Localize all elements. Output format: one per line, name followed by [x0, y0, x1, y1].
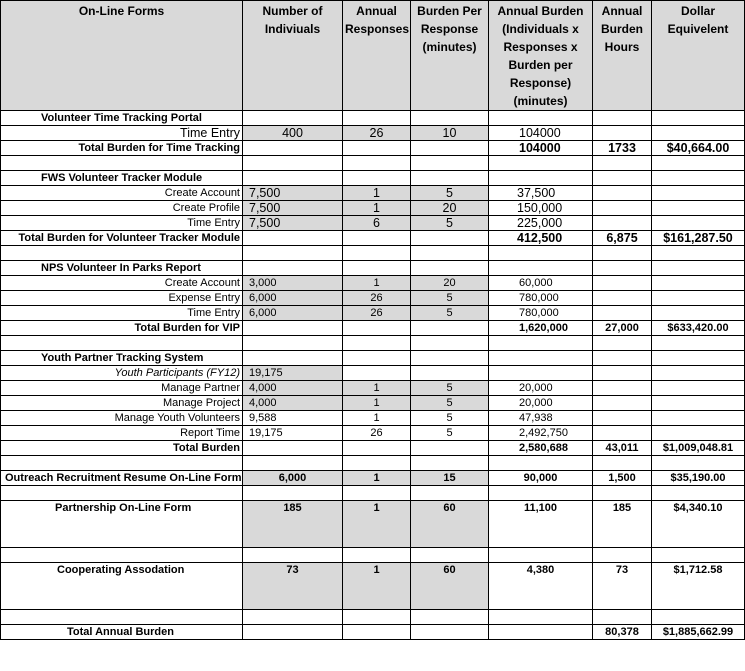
total-annual: 2,580,688 — [489, 441, 593, 456]
table-row — [1, 126, 745, 141]
row-label: Manage Project — [1, 396, 243, 411]
table-row — [1, 216, 745, 231]
section-title: Youth Partner Tracking System — [1, 351, 243, 366]
responses-cell: 1 — [343, 201, 411, 216]
table-row — [1, 366, 745, 381]
individuals-cell: 6,000 — [243, 306, 343, 321]
annual-cell: 780,000 — [489, 291, 593, 306]
total-row — [1, 441, 745, 456]
row-label: Manage Partner — [1, 381, 243, 396]
burden-cell: 5 — [411, 381, 489, 396]
row-label: Time Entry — [1, 216, 243, 231]
total-label: Total Burden — [1, 441, 243, 456]
form-row-outreach — [1, 471, 745, 486]
total-dollar: $1,009,048.81 — [652, 441, 745, 456]
burden-cell: 20 — [411, 276, 489, 291]
individuals-cell: 3,000 — [243, 276, 343, 291]
section-title: Volunteer Time Tracking Portal — [1, 111, 243, 126]
row-label: Outreach Recruitment Resume On-Line Form — [1, 471, 243, 486]
total-dollar: $633,420.00 — [652, 321, 745, 336]
individuals-cell: 6,000 — [243, 291, 343, 306]
row-label: Create Account — [1, 276, 243, 291]
dollar-cell: $1,712.58 — [652, 563, 745, 610]
table-row — [1, 411, 745, 426]
responses-cell: 1 — [343, 471, 411, 486]
total-row — [1, 321, 745, 336]
individuals-cell: 73 — [243, 563, 343, 610]
hours-cell: 73 — [593, 563, 652, 610]
row-label: Time Entry — [1, 126, 243, 141]
section-title-row — [1, 111, 745, 126]
individuals-cell: 4,000 — [243, 396, 343, 411]
section-title-row — [1, 261, 745, 276]
spacer-row — [1, 610, 745, 625]
row-label: Time Entry — [1, 306, 243, 321]
grand-total-hours: 80,378 — [593, 625, 652, 640]
annual-cell: 90,000 — [489, 471, 593, 486]
form-row-cooperating — [1, 563, 745, 610]
responses-cell: 26 — [343, 306, 411, 321]
header-forms: On-Line Forms — [1, 1, 243, 111]
row-label: Create Profile — [1, 201, 243, 216]
burden-cell: 5 — [411, 186, 489, 201]
dollar-cell: $4,340.10 — [652, 501, 745, 548]
burden-cell: 60 — [411, 563, 489, 610]
total-row — [1, 141, 745, 156]
hours-cell: 185 — [593, 501, 652, 548]
burden-cell: 5 — [411, 396, 489, 411]
total-row — [1, 231, 745, 246]
dollar-cell: $35,190.00 — [652, 471, 745, 486]
row-label: Cooperating Assodation — [1, 563, 243, 610]
annual-cell: 2,492,750 — [489, 426, 593, 441]
row-label: Manage Youth Volunteers — [1, 411, 243, 426]
spacer-row — [1, 246, 745, 261]
header-row — [1, 1, 745, 111]
annual-cell: 4,380 — [489, 563, 593, 610]
section-title: FWS Volunteer Tracker Module — [1, 171, 243, 186]
individuals-cell: 6,000 — [243, 471, 343, 486]
individuals-cell: 185 — [243, 501, 343, 548]
header-responses: Annual Responses — [343, 1, 411, 111]
total-annual: 104000 — [489, 141, 593, 156]
individuals-cell: 7,500 — [243, 201, 343, 216]
total-label: Total Burden for Time Tracking — [1, 141, 243, 156]
spacer-row — [1, 156, 745, 171]
total-dollar: $40,664.00 — [652, 141, 745, 156]
table-row — [1, 426, 745, 441]
responses-cell: 1 — [343, 411, 411, 426]
table-row — [1, 381, 745, 396]
spacer-row — [1, 486, 745, 501]
annual-cell: 225,000 — [489, 216, 593, 231]
header-annual-burden: Annual Burden (Individuals x Responses x Burden per Response) (minutes) — [489, 1, 593, 111]
individuals-cell: 4,000 — [243, 381, 343, 396]
grand-total-label: Total Annual Burden — [1, 625, 243, 640]
annual-cell: 780,000 — [489, 306, 593, 321]
responses-cell: 1 — [343, 563, 411, 610]
grand-total-row — [1, 625, 745, 640]
table-row — [1, 201, 745, 216]
hours-cell: 1,500 — [593, 471, 652, 486]
row-label: Create Account — [1, 186, 243, 201]
annual-cell: 11,100 — [489, 501, 593, 548]
responses-cell: 6 — [343, 216, 411, 231]
burden-cell: 5 — [411, 291, 489, 306]
annual-cell: 60,000 — [489, 276, 593, 291]
responses-cell: 26 — [343, 426, 411, 441]
total-label: Total Burden for VIP — [1, 321, 243, 336]
row-label: Partnership On-Line Form — [1, 501, 243, 548]
table-row — [1, 291, 745, 306]
burden-cell: 5 — [411, 216, 489, 231]
total-hours: 43,011 — [593, 441, 652, 456]
total-annual: 1,620,000 — [489, 321, 593, 336]
annual-cell: 37,500 — [489, 186, 593, 201]
table-row — [1, 306, 745, 321]
table-row — [1, 276, 745, 291]
header-burden-per-response: Burden Per Response (minutes) — [411, 1, 489, 111]
header-dollar: Dollar Equivelent — [652, 1, 745, 111]
individuals-cell: 7,500 — [243, 186, 343, 201]
total-hours: 1733 — [593, 141, 652, 156]
annual-cell: 20,000 — [489, 381, 593, 396]
total-annual: 412,500 — [489, 231, 593, 246]
responses-cell: 1 — [343, 381, 411, 396]
section-title-row — [1, 171, 745, 186]
section-title: NPS Volunteer In Parks Report — [1, 261, 243, 276]
burden-cell: 5 — [411, 306, 489, 321]
individuals-cell: 400 — [243, 126, 343, 141]
individuals-cell: 9,588 — [243, 411, 343, 426]
header-individuals: Number of Indiviuals — [243, 1, 343, 111]
burden-cell: 5 — [411, 411, 489, 426]
header-burden-hours: Annual Burden Hours — [593, 1, 652, 111]
total-dollar: $161,287.50 — [652, 231, 745, 246]
individuals-cell: 19,175 — [243, 426, 343, 441]
spacer-row — [1, 548, 745, 563]
responses-cell: 1 — [343, 501, 411, 548]
table-row — [1, 186, 745, 201]
annual-cell: 47,938 — [489, 411, 593, 426]
spacer-row — [1, 456, 745, 471]
annual-cell: 104000 — [489, 126, 593, 141]
form-row-partnership — [1, 501, 745, 548]
responses-cell: 1 — [343, 276, 411, 291]
spacer-row — [1, 336, 745, 351]
burden-cell: 20 — [411, 201, 489, 216]
burden-cell: 60 — [411, 501, 489, 548]
burden-cell: 5 — [411, 426, 489, 441]
total-label: Total Burden for Volunteer Tracker Module — [1, 231, 243, 246]
responses-cell: 1 — [343, 186, 411, 201]
burden-cell: 10 — [411, 126, 489, 141]
total-hours: 27,000 — [593, 321, 652, 336]
row-label: Expense Entry — [1, 291, 243, 306]
grand-total-dollar: $1,885,662.99 — [652, 625, 745, 640]
row-label: Youth Participants (FY12) — [1, 366, 243, 381]
responses-cell: 1 — [343, 396, 411, 411]
total-hours: 6,875 — [593, 231, 652, 246]
table-row — [1, 396, 745, 411]
section-title-row — [1, 351, 745, 366]
row-label: Report Time — [1, 426, 243, 441]
responses-cell: 26 — [343, 291, 411, 306]
individuals-cell: 7,500 — [243, 216, 343, 231]
individuals-cell: 19,175 — [243, 366, 343, 381]
annual-cell: 20,000 — [489, 396, 593, 411]
annual-cell: 150,000 — [489, 201, 593, 216]
burden-cell: 15 — [411, 471, 489, 486]
responses-cell: 26 — [343, 126, 411, 141]
